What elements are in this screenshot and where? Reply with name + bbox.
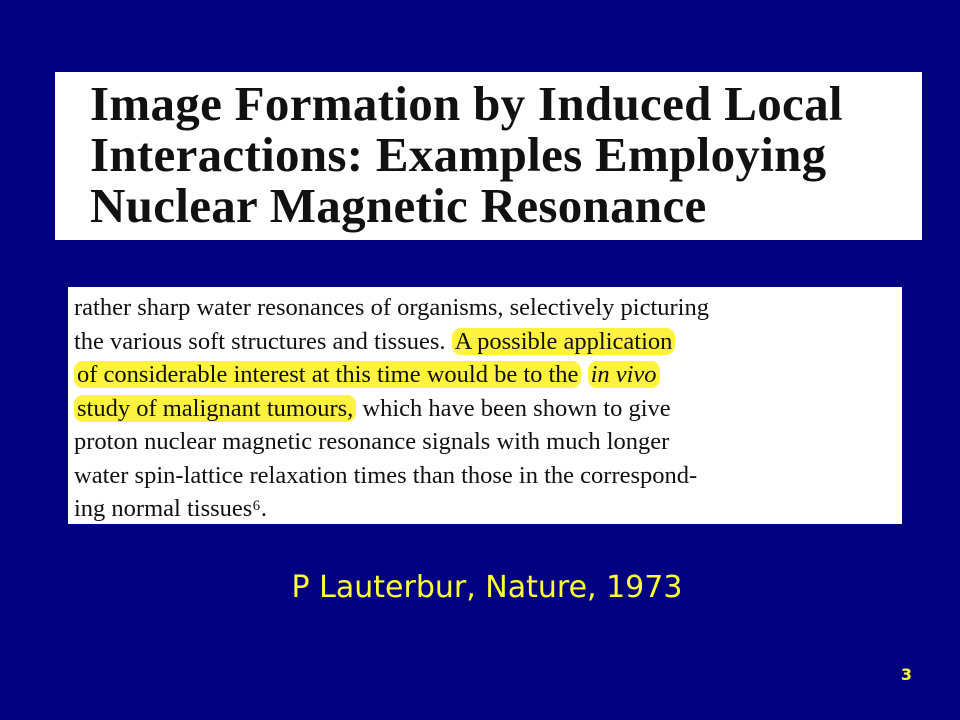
excerpt-line bbox=[74, 392, 709, 426]
title-line: Interactions: Examples Employing bbox=[90, 127, 827, 182]
excerpt-text: the various soft structures and tissues. bbox=[74, 327, 452, 355]
excerpt-text: ing normal tissues⁶. bbox=[74, 495, 267, 522]
article-title bbox=[90, 78, 843, 231]
excerpt-line bbox=[74, 358, 709, 392]
highlighted-text: study of malignant tumours, bbox=[74, 395, 356, 422]
excerpt-text: which have been shown to give bbox=[356, 394, 671, 422]
title-line: Image Formation by Induced Local bbox=[90, 76, 843, 131]
excerpt-line bbox=[74, 325, 709, 359]
excerpt-line bbox=[74, 459, 709, 493]
paragraph-clipping bbox=[68, 287, 902, 524]
excerpt-text: proton nuclear magnetic resonance signals with much longer bbox=[74, 428, 670, 455]
excerpt-line bbox=[74, 291, 709, 325]
title-line: Nuclear Magnetic Resonance bbox=[90, 178, 707, 233]
article-excerpt bbox=[74, 291, 709, 526]
excerpt-line bbox=[74, 492, 709, 526]
highlighted-text: A possible application bbox=[452, 328, 676, 355]
highlighted-text: in vivo bbox=[588, 361, 660, 388]
title-clipping bbox=[55, 72, 922, 240]
slide-number: 3 bbox=[900, 665, 912, 684]
citation-caption: P Lauterbur, Nature, 1973 bbox=[291, 570, 683, 605]
highlighted-text: of considerable interest at this time would be to the bbox=[74, 361, 581, 388]
excerpt-text: water spin-lattice relaxation times than those in the correspond- bbox=[74, 461, 698, 489]
excerpt-line bbox=[74, 425, 709, 459]
excerpt-text: rather sharp water resonances of organisms, selectively picturing bbox=[74, 294, 709, 321]
excerpt-text bbox=[581, 361, 587, 388]
